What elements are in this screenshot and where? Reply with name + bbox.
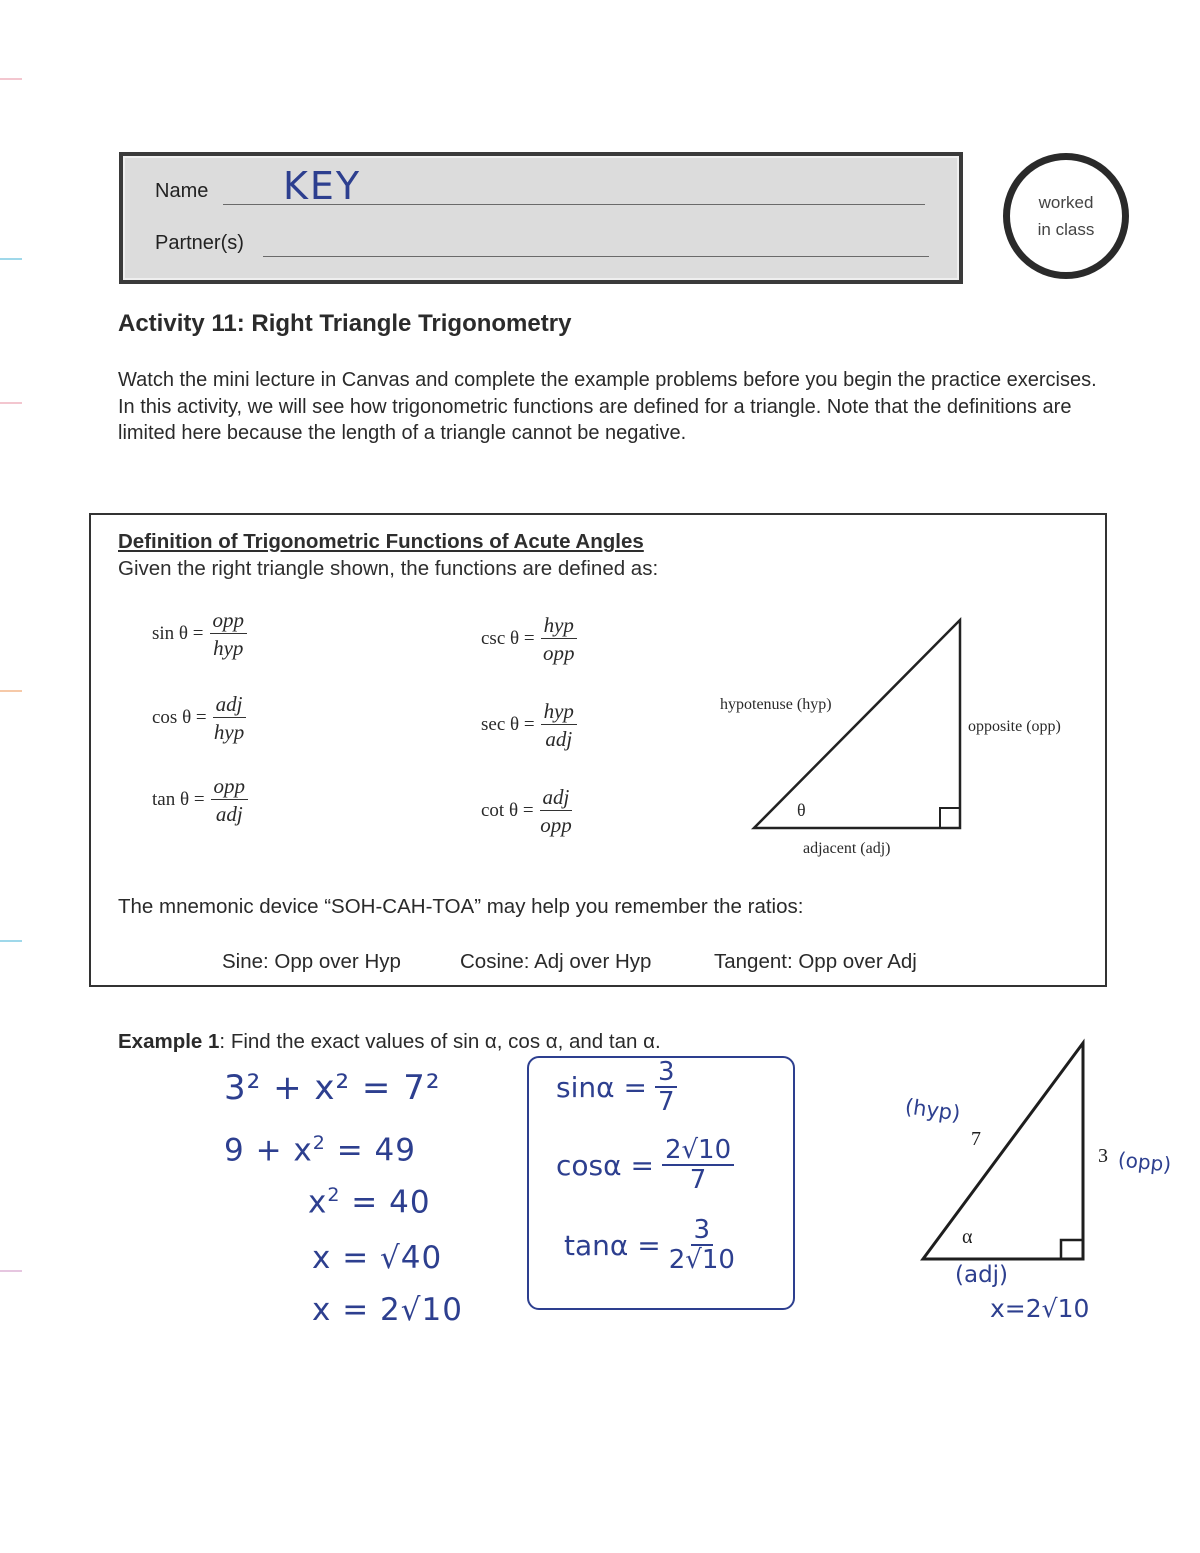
tan-definition: [152, 774, 248, 826]
work-line-3-a: x: [308, 1184, 328, 1221]
example-triangle-diagram: [915, 1035, 1095, 1265]
work-line-3-c: = 40: [340, 1184, 431, 1221]
cot-lhs: cot θ =: [481, 800, 534, 821]
page-title: Activity 11: Right Triangle Trigonometry: [118, 310, 572, 337]
cot-numerator: adj: [540, 785, 573, 811]
answer-tan-lhs: tanα =: [564, 1228, 661, 1262]
work-line-2: [224, 1132, 416, 1168]
definition-heading: Definition of Trigonometric Functions of Acute Angles: [118, 530, 644, 553]
intro-paragraph: Watch the mini lecture in Canvas and complete the example problems before you begin the practice exercises. In this activity, we will see how trigonometric functions are defined for a triangle. Note that the definitions are limited here because the length of a triangle cannot be negative.: [118, 369, 1097, 444]
opposite-label: opposite (opp): [968, 718, 1061, 735]
csc-numerator: hyp: [541, 613, 577, 639]
badge-line-2: in class: [1037, 220, 1095, 239]
example-1-label: Example 1: [118, 1030, 220, 1053]
tan-numerator: opp: [211, 774, 249, 800]
reference-triangle: [754, 620, 960, 828]
name-partner-box: [119, 152, 963, 284]
example-right-angle-marker: [1061, 1240, 1083, 1259]
ratio-cosine: Cosine: Adj over Hyp: [460, 950, 652, 973]
work-line-2-a: 9 + x: [224, 1132, 313, 1169]
cos-lhs: cos θ =: [152, 707, 207, 728]
sin-numerator: opp: [210, 608, 248, 634]
hypotenuse-label: hypotenuse (hyp): [720, 696, 832, 713]
answer-tan: [564, 1216, 735, 1274]
cos-definition: [152, 692, 246, 744]
answer-cos: [556, 1136, 734, 1194]
mnemonic-text: The mnemonic device “SOH-CAH-TOA” may help you remember the ratios:: [118, 895, 804, 918]
answer-sin: [556, 1058, 677, 1116]
answer-cos-lhs: cosα =: [556, 1148, 654, 1182]
example-1-text: : Find the exact values of sin α, cos α, and tan α.: [219, 1030, 661, 1053]
answer-cos-den: 7: [689, 1165, 707, 1195]
example-opp-value: 3: [1098, 1145, 1108, 1167]
example-alpha-label: α: [962, 1226, 973, 1248]
sin-definition: [152, 608, 247, 660]
name-value: KEY: [283, 164, 362, 208]
tan-denominator: adj: [215, 802, 243, 826]
cos-denominator: hyp: [213, 720, 245, 744]
work-line-4: x = √40: [312, 1240, 443, 1276]
work-line-1: 3² + x² = 7²: [224, 1068, 441, 1108]
answer-sin-num: 3: [655, 1058, 678, 1088]
example-hyp-value: 7: [971, 1128, 981, 1150]
work-line-2-c: = 49: [325, 1132, 416, 1169]
example-adj-label: (adj): [955, 1262, 1009, 1288]
sec-denominator: adj: [545, 727, 573, 751]
csc-lhs: csc θ =: [481, 628, 535, 649]
answer-tan-den: 2√10: [668, 1245, 735, 1275]
definition-subheading: Given the right triangle shown, the functions are defined as:: [118, 557, 659, 580]
name-label: Name: [155, 180, 209, 202]
worked-in-class-badge: [1003, 153, 1129, 279]
theta-label: θ: [797, 800, 806, 820]
ratio-tangent: Tangent: Opp over Adj: [714, 950, 917, 973]
sec-definition: [481, 699, 577, 751]
reference-triangle-diagram: [740, 610, 980, 840]
example-hyp-label: (hyp): [903, 1094, 962, 1126]
partners-line: [263, 256, 929, 257]
example-triangle: [923, 1043, 1083, 1259]
cos-numerator: adj: [213, 692, 246, 718]
example-1-prompt: [118, 1030, 661, 1054]
answer-sin-den: 7: [657, 1087, 675, 1117]
adjacent-label: adjacent (adj): [803, 840, 891, 857]
cot-definition: [481, 785, 572, 837]
example-opp-label: (opp): [1116, 1147, 1173, 1177]
ratio-sine: Sine: Opp over Hyp: [222, 950, 401, 973]
work-line-3: [308, 1184, 431, 1220]
sin-denominator: hyp: [213, 636, 244, 660]
tan-lhs: tan θ =: [152, 789, 205, 810]
example-adj-value: x=2√10: [990, 1294, 1090, 1323]
answer-cos-num: 2√10: [662, 1136, 734, 1166]
csc-definition: [481, 613, 577, 665]
work-line-2-exp: 2: [312, 1132, 326, 1154]
partners-label: Partner(s): [155, 232, 244, 254]
csc-denominator: opp: [542, 641, 575, 665]
work-line-3-exp: 2: [327, 1184, 341, 1206]
sec-lhs: sec θ =: [481, 714, 535, 735]
answer-sin-lhs: sinα =: [556, 1070, 647, 1104]
sec-numerator: hyp: [541, 699, 577, 725]
sin-lhs: sin θ =: [152, 623, 204, 644]
right-angle-marker: [940, 808, 960, 828]
badge-line-1: worked: [1038, 193, 1094, 212]
work-line-5: x = 2√10: [312, 1292, 463, 1328]
answer-tan-num: 3: [691, 1216, 714, 1246]
cot-denominator: opp: [540, 813, 572, 837]
